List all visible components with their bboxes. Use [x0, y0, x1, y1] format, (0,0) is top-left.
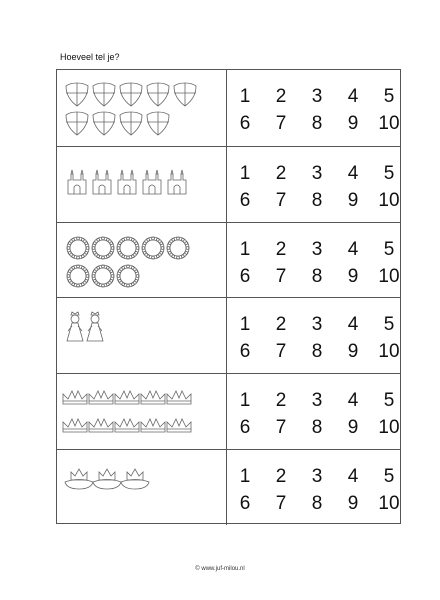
number-choice-3[interactable]: 3	[311, 238, 323, 260]
number-cell	[227, 147, 402, 222]
crown-on-cushion-icon	[93, 469, 121, 489]
number-choice-3[interactable]: 3	[311, 162, 323, 184]
number-choice-9[interactable]: 9	[347, 341, 359, 363]
counting-row	[57, 297, 400, 373]
number-choice-7[interactable]: 7	[275, 493, 287, 514]
shield-icon	[147, 83, 169, 106]
shield-icon	[147, 112, 169, 135]
number-choice-4[interactable]: 4	[347, 314, 359, 336]
number-choice-7[interactable]: 7	[275, 189, 287, 211]
worksheet-title: Hoeveel tel je?	[60, 52, 120, 62]
number-choice-4[interactable]: 4	[347, 162, 359, 184]
number-choice-8[interactable]: 8	[311, 265, 323, 287]
crown-icon	[89, 391, 113, 404]
number-choice-9[interactable]: 9	[347, 493, 359, 514]
wreath-icon	[92, 237, 114, 259]
crown-icon	[63, 391, 87, 404]
counting-row	[57, 449, 400, 525]
number-choice-2[interactable]: 2	[275, 238, 287, 260]
number-choice-10[interactable]: 10	[378, 113, 400, 134]
number-choice-9[interactable]: 9	[347, 265, 359, 287]
wreath-icon	[117, 265, 139, 287]
number-choice-10[interactable]: 10	[378, 341, 400, 363]
number-cell	[227, 223, 402, 298]
counting-grid	[56, 69, 401, 524]
picture-cell	[57, 147, 227, 222]
number-choice-8[interactable]: 8	[311, 189, 323, 211]
number-choice-3[interactable]: 3	[311, 314, 323, 336]
number-choice-1[interactable]: 1	[239, 162, 251, 184]
picture-cell	[57, 374, 227, 449]
wreath-icon	[67, 237, 89, 259]
picture-cell	[57, 223, 227, 298]
crown-icon	[115, 391, 139, 404]
crown-icon	[141, 419, 165, 432]
counting-row	[57, 70, 400, 146]
number-choice-5[interactable]: 5	[383, 390, 395, 412]
princess-icon	[67, 312, 83, 341]
number-choice-7[interactable]: 7	[275, 341, 287, 363]
number-choice-1[interactable]: 1	[239, 390, 251, 412]
number-choice-9[interactable]: 9	[347, 189, 359, 211]
number-choice-2[interactable]: 2	[275, 314, 287, 336]
shield-icon	[120, 83, 142, 106]
shield-icon	[174, 83, 196, 106]
number-choice-10[interactable]: 10	[378, 417, 400, 439]
number-choice-3[interactable]: 3	[311, 466, 323, 487]
number-choice-6[interactable]: 6	[239, 113, 251, 134]
castle-icon	[118, 170, 136, 194]
number-choice-4[interactable]: 4	[347, 86, 359, 107]
shield-icon	[93, 112, 115, 135]
shield-icon	[120, 112, 142, 135]
number-choice-4[interactable]: 4	[347, 466, 359, 487]
castle-icon	[93, 170, 111, 194]
wreath-icon	[167, 237, 189, 259]
number-choice-9[interactable]: 9	[347, 417, 359, 439]
number-choice-3[interactable]: 3	[311, 390, 323, 412]
number-choice-6[interactable]: 6	[239, 341, 251, 363]
number-choice-8[interactable]: 8	[311, 493, 323, 514]
number-cell	[227, 374, 402, 449]
number-choice-2[interactable]: 2	[275, 466, 287, 487]
number-choice-4[interactable]: 4	[347, 390, 359, 412]
number-choice-5[interactable]: 5	[383, 238, 395, 260]
number-cell	[227, 450, 402, 525]
crown-icon	[115, 419, 139, 432]
crown-icon	[167, 391, 191, 404]
wreath-icon	[117, 237, 139, 259]
number-choice-2[interactable]: 2	[275, 390, 287, 412]
number-choice-1[interactable]: 1	[239, 86, 251, 107]
number-choice-6[interactable]: 6	[239, 265, 251, 287]
number-choice-4[interactable]: 4	[347, 238, 359, 260]
castle-icon	[168, 170, 186, 194]
number-cell	[227, 298, 402, 373]
shield-icon	[66, 112, 88, 135]
crown-icon	[141, 391, 165, 404]
wreath-icon	[142, 237, 164, 259]
footer-credit: © www.juf-milou.nl	[195, 566, 245, 572]
crown-icon	[167, 419, 191, 432]
number-choice-5[interactable]: 5	[383, 162, 395, 184]
crown-icon	[89, 419, 113, 432]
number-choice-8[interactable]: 8	[311, 417, 323, 439]
crown-icon	[63, 419, 87, 432]
number-cell	[227, 70, 402, 146]
wreath-icon	[92, 265, 114, 287]
number-choice-8[interactable]: 8	[311, 341, 323, 363]
number-choice-9[interactable]: 9	[347, 113, 359, 134]
number-choice-6[interactable]: 6	[239, 417, 251, 439]
crown-on-cushion-icon	[65, 469, 93, 489]
number-choice-7[interactable]: 7	[275, 265, 287, 287]
number-choice-1[interactable]: 1	[239, 466, 251, 487]
number-choice-7[interactable]: 7	[275, 113, 287, 134]
number-choice-10[interactable]: 10	[378, 493, 400, 514]
number-choice-7[interactable]: 7	[275, 417, 287, 439]
princess-icon	[87, 312, 103, 341]
crown-on-cushion-icon	[121, 469, 149, 489]
number-choice-5[interactable]: 5	[383, 86, 395, 107]
counting-row	[57, 146, 400, 222]
number-choice-5[interactable]: 5	[383, 466, 395, 487]
picture-cell	[57, 298, 227, 373]
number-choice-3[interactable]: 3	[311, 86, 323, 107]
number-choice-6[interactable]: 6	[239, 493, 251, 514]
number-choice-1[interactable]: 1	[239, 238, 251, 260]
wreath-icon	[67, 265, 89, 287]
number-choice-2[interactable]: 2	[275, 86, 287, 107]
number-choice-5[interactable]: 5	[383, 314, 395, 336]
number-choice-1[interactable]: 1	[239, 314, 251, 336]
counting-row	[57, 373, 400, 449]
castle-icon	[68, 170, 86, 194]
number-choice-8[interactable]: 8	[311, 113, 323, 134]
picture-cell	[57, 450, 227, 525]
number-choice-6[interactable]: 6	[239, 189, 251, 211]
number-choice-2[interactable]: 2	[275, 162, 287, 184]
shield-icon	[93, 83, 115, 106]
picture-cell	[57, 70, 227, 146]
number-choice-10[interactable]: 10	[378, 265, 400, 287]
number-choice-10[interactable]: 10	[378, 189, 400, 211]
counting-row	[57, 222, 400, 298]
castle-icon	[143, 170, 161, 194]
shield-icon	[66, 83, 88, 106]
